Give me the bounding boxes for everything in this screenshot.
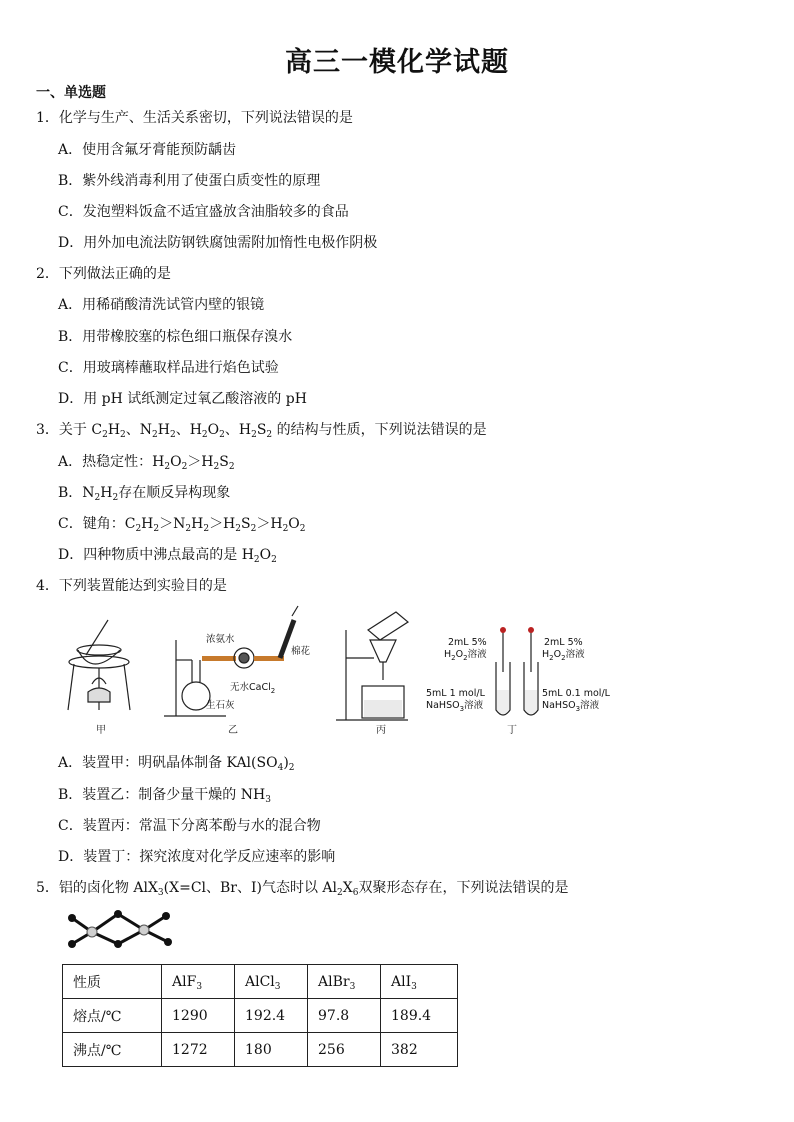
q4-stem: 4．下列装置能达到实验目的是 [36,578,227,594]
table-header-cell: AlI$_3$ [381,965,458,999]
caption-jia: 甲 [96,725,106,736]
table-header-cell: AlF$_3$ [162,965,235,999]
q1-option-d: D．用外加电流法防钢铁腐蚀需附加惰性电极作阴极 [58,235,378,251]
apparatus-ding [496,627,538,715]
q2-option-a: A．用稀硝酸清洗试管内壁的银镜 [58,297,265,313]
caption-ding: 丁 [507,725,517,736]
table-cell: 382 [381,1033,458,1067]
table-cell: 256 [308,1033,381,1067]
label-mianhua: 棉花 [291,646,311,657]
label-nahso3-left-sol: NaHSO$_3$溶液 [426,700,484,713]
q2-option-d: D．用 pH 试纸测定过氧乙酸溶液的 pH [58,391,307,407]
dimer-structure-image [62,904,182,952]
label-h2o2-right: 2mL 5% [544,637,583,648]
caption-yi: 乙 [228,725,238,736]
q3-option-a: A．热稳定性：$H_2O_2>H_2S_2$ [58,454,235,472]
q3-option-b: B．$N_2H_2$存在顺反异构现象 [58,485,231,503]
table-cell: 189.4 [381,999,458,1033]
table-cell: 1290 [162,999,235,1033]
q2-option-b: B．用带橡胶塞的棕色细口瓶保存溴水 [58,329,293,345]
q3-stem: 3．关于 $C_2H_2$、$N_2H_2$、$H_2O_2$、$H_2S_2$ 的结构与性质，下列说法错误的是 [36,422,487,440]
table-header-cell: AlCl$_3$ [235,965,308,999]
table-header-cell: 性质 [63,965,162,999]
section-heading: 一、单选题 [36,85,106,101]
q1-option-b: B．紫外线消毒利用了使蛋白质变性的原理 [58,173,321,189]
page-title: 高三一模化学试题 [285,47,509,78]
q2-option-c: C．用玻璃棒蘸取样品进行焰色试验 [58,360,279,376]
q2-stem: 2．下列做法正确的是 [36,266,171,282]
q1-option-c: C．发泡塑料饭盒不适宜盛放含油脂较多的食品 [58,204,349,220]
caption-bing: 丙 [376,725,386,736]
label-cacl2: 无水CaCl$_2$ [230,682,276,695]
label-shenghui: 生石灰 [206,700,235,711]
q4-option-d: D．装置丁：探究浓度对化学反应速率的影响 [58,849,336,865]
q1-stem: 1．化学与生产、生活关系密切，下列说法错误的是 [36,110,353,126]
label-h2o2-left-sol: $H_2O_2$溶液 [444,649,487,662]
q4-option-a: A．装置甲：明矾晶体制备 $KAl(SO_4)_2$ [58,755,295,773]
q3-option-c: C．键角：$C_2H_2>N_2H_2>H_2S_2>H_2O_2$ [58,516,306,534]
q4-option-b: B．装置乙：制备少量干燥的 $NH_3$ [58,787,271,805]
q3-option-d: D．四种物质中沸点最高的是 $H_2O_2$ [58,547,277,565]
label-h2o2-right-sol: $H_2O_2$溶液 [542,649,585,662]
label-nongan: 浓氨水 [206,634,235,645]
table-cell: 1272 [162,1033,235,1067]
table-cell: 180 [235,1033,308,1067]
table-header-row [63,965,458,999]
table-cell: 沸点/℃ [63,1033,162,1067]
table-cell: 97.8 [308,999,381,1033]
apparatus-bing [336,612,408,720]
q5-stem: 5．铝的卤化物 AlX$_3$(X=Cl、Br、I)气态时以 $Al_2X_6$双聚形态存在，下列说法错误的是 [36,880,569,898]
table-row [63,999,458,1033]
apparatus-figure [56,600,626,740]
table-cell: 192.4 [235,999,308,1033]
label-nahso3-left: 5mL 1 mol/L [426,688,485,699]
table-cell: 熔点/℃ [63,999,162,1033]
aluminum-halide-table [62,964,458,1067]
label-h2o2-left: 2mL 5% [448,637,487,648]
label-nahso3-right-sol: NaHSO$_3$溶液 [542,700,600,713]
q4-option-c: C．装置丙：常温下分离苯酚与水的混合物 [58,818,321,834]
table-header-cell: AlBr$_3$ [308,965,381,999]
table-row [63,1033,458,1067]
apparatus-jia [68,620,130,710]
label-nahso3-right: 5mL 0.1 mol/L [542,688,610,699]
q1-option-a: A．使用含氟牙膏能预防龋齿 [58,142,237,158]
